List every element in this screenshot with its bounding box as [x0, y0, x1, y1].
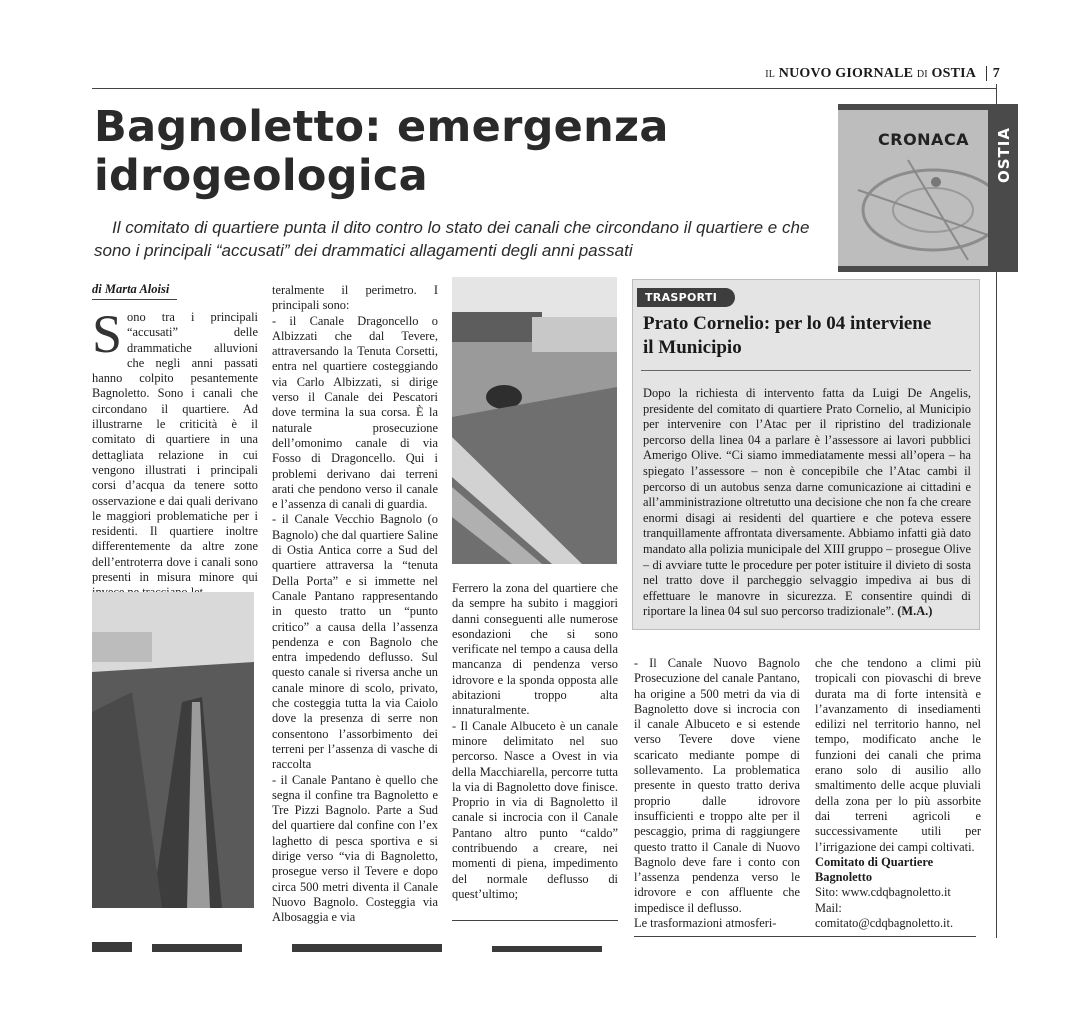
drop-cap: S — [92, 304, 123, 364]
subtitle-line-1: Il comitato di quartiere punta il dito contro lo stato dei canali che circondano il quartiere e che — [112, 218, 810, 237]
byline: di Marta Aloisi — [92, 282, 170, 296]
column-3-bottom-rule — [452, 920, 618, 921]
culvert-photo-illustration — [452, 277, 617, 564]
masthead — [700, 66, 1000, 82]
bottom-right-rule — [634, 936, 976, 937]
sidebar-box — [632, 279, 980, 630]
subtitle-line-2: sono i principali “accusati” dei drammatici allagamenti degli anni passati — [94, 241, 633, 260]
byline-rule — [92, 299, 177, 300]
section-vertical-text: OSTIA — [995, 127, 1013, 183]
column-5-text: che che tendono a climi più tropicali con piovaschi di breve durata ma di forte intensità e l’avanzamento di insediamenti edilizi nel territorio hanno, nel tempo, modificato anche le funzioni dei canali che prima erano solo di ausilio allo smaltimento delle acque pluviali della zona per lo più assorbite dai terreni agricoli e successivamente utili per l’irrigazione dei campi coltivati. — [815, 656, 981, 854]
canal-photo-illustration — [92, 592, 254, 908]
article-column-1 — [92, 304, 258, 601]
article-title — [94, 103, 794, 201]
header-rule — [92, 88, 997, 89]
next-article-cutoff — [92, 938, 602, 952]
masthead-prefix: IL — [765, 69, 776, 80]
canal-photo — [92, 592, 254, 908]
article-column-4: - Il Canale Nuovo Bagnolo Prosecuzione del canale Pantano, ha origine a 500 metri da via di Bagnoletto dove si incrocia con il canale Albuceto e si estende verso Tevere dove viene scaricato mediante pompe di sollevamento. La problematica presente in questo tratto deriva proprio dalle idrovore insufficienti e troppo alte per il pescaggio, prima di raggiungere questo tratto il Canale di Nuovo Bagnolo deve fare i conto con l’assenza pendenza verso le idrovore e con affluente che impedisce il deflusso. Le trasformazioni atmosferi- — [634, 656, 800, 931]
masthead-city: OSTIA — [931, 66, 977, 81]
section-label: CRONACA — [878, 130, 970, 149]
signature-name: Comitato di Quartiere Bagnoletto — [815, 854, 934, 885]
sidebar-initials: (M.A.) — [897, 604, 933, 619]
sidebar-tag: TRASPORTI — [637, 288, 735, 307]
section-box — [838, 104, 1018, 272]
article-subtitle — [94, 216, 814, 262]
section-image — [838, 110, 988, 266]
article-column-5 — [815, 656, 981, 931]
signature-site: Sito: www.cdqbagnoletto.it — [815, 885, 951, 900]
masthead-name: NUOVO GIORNALE — [778, 66, 914, 81]
sidebar-rule — [641, 370, 971, 371]
sidebar-body-text: Dopo la richiesta di intervento fatta da Luigi De Angelis, presidente del comitato di quartiere Prato Cornelio, al Municipio per intervenire con l’Atac per il ripristino del tradizionale percorso della linea 04 a parlare è l’assessore ai lavori pubblici Amerigo Olive. “Ci siamo immediatamente messi all’opera – ha spiegato l’assessore – non è concepibile che l’Atac cambi il percorso di un autobus senza darne comunicazione ai cittadini e all’amministrazione oltretutto una decisione che non fa che creare enormi disagi ai residenti del quartiere e che poteva essere tranquillamente affrontata diversamente. Abbiamo infatti già dato mandato alla polizia municipale del XIII gruppo – prosegue Olive – di avviare tutte le procedure per poter istituire il divieto di sosta nel tratto dove il parcheggio selvaggio impediva ai bus di effettuare le manovre in sicurezza. E consentire quindi di riportare la linea 04 sul suo percorso tradizionale”. — [643, 386, 971, 619]
sidebar-title: Prato Cornelio: per lo 04 interviene il Municipio — [643, 313, 932, 358]
cutoff-headline-shapes — [92, 938, 602, 952]
article-column-3: Ferrero la zona del quartiere che da sempre ha subito i maggiori danni conseguenti alle numerose esondazioni che si sono verificate nel tempo a causa della mancanza di pendenza verso idrovore e la sponda opposta alle abitazioni troppo alta innaturalmente. - Il Canale Albuceto è un canale minore delimitato nel suo percorso. Nasce a Ovest in via della Macchiarella, percorre tutta la via di Bagnoletto dove finisce. Proprio in via di Bagnoletto il canale si incrocia con il Canale Pantano altro punto “caldo” contribuendo a creare, nei momenti di piena, impedimento del normale deflusso di quest’ultimo; — [452, 581, 618, 901]
title-line-1: Bagnoletto: emergenza — [94, 102, 669, 152]
article-column-2: teralmente il perimetro. I principali sono: - il Canale Dragoncello o Albizzati che dal Tevere, attraversando la Tenuta Corsetti, entra nel quartiere costeggiando via Carlo Albizzati, si dirige verso il Canale dei Pescatori dove termina la sua corsa. È la naturale prosecuzione dell’omonimo canale di via Fosso di Dragoncello. Qui i problemi derivano dai terreni arati che pendono verso il canale e l’assenza di canali di guardia. - il Canale Vecchio Bagnolo (o Bagnolo) che dal quartiere Saline di Ostia Antica corre a Sud del quartiere attraversa la “tenuta Della Porta” e si immette nel Canale Pantano rappresentando in questo tratto un “punto critico” a causa della l’assenza pendenza e con Bagnolo che entra impedendo deflusso. Sul questo canale si riversa anche un canale minore di scolo, privato, che costeggia tutta la via Caiolo dove la presenza di serre non consentono l’assorbimento dei terreni per l’assenza di vasche di raccolta - il Canale Pantano è quello che segna il confine tra Bagnoletto e Tre Pizzi Bagnolo. Parte a Sud del quartiere dal confine con l’ex laghetto di pesca sportiva e si dirige verso “via di Bagnoletto, prosegue verso il Tevere e dopo circa 500 metri diventa il Canale Nuovo Bagnolo. Costeggia via Albosaggia e via — [272, 283, 438, 925]
column-1-text: ono tra i principali “accusati” delle drammatiche alluvioni che negli anni passati hanno colpito pesantemente Bagnoletto. Sono i canali che circondano il quartiere. Ad illustrarne le criticità è il comitato di quartiere in una dettagliata relazione in cui vengono illustrati i principali corsi d’acqua da tenere sotto osservazione e dai quali derivano le maggiori problematiche per i residenti. Il quartiere inoltre differentemente da altre zone dell’entroterra dove i canali sono presenti in misura minore qui — [92, 310, 258, 585]
section-vertical-label — [988, 104, 1018, 272]
title-line-2: idrogeologica — [94, 151, 428, 201]
page-number: 7 — [986, 66, 1000, 81]
masthead-di: DI — [916, 69, 928, 80]
sidebar-body — [643, 386, 971, 620]
signature-mail: Mail: comitato@cdqbagnoletto.it. — [815, 900, 954, 931]
culvert-photo — [452, 277, 617, 564]
